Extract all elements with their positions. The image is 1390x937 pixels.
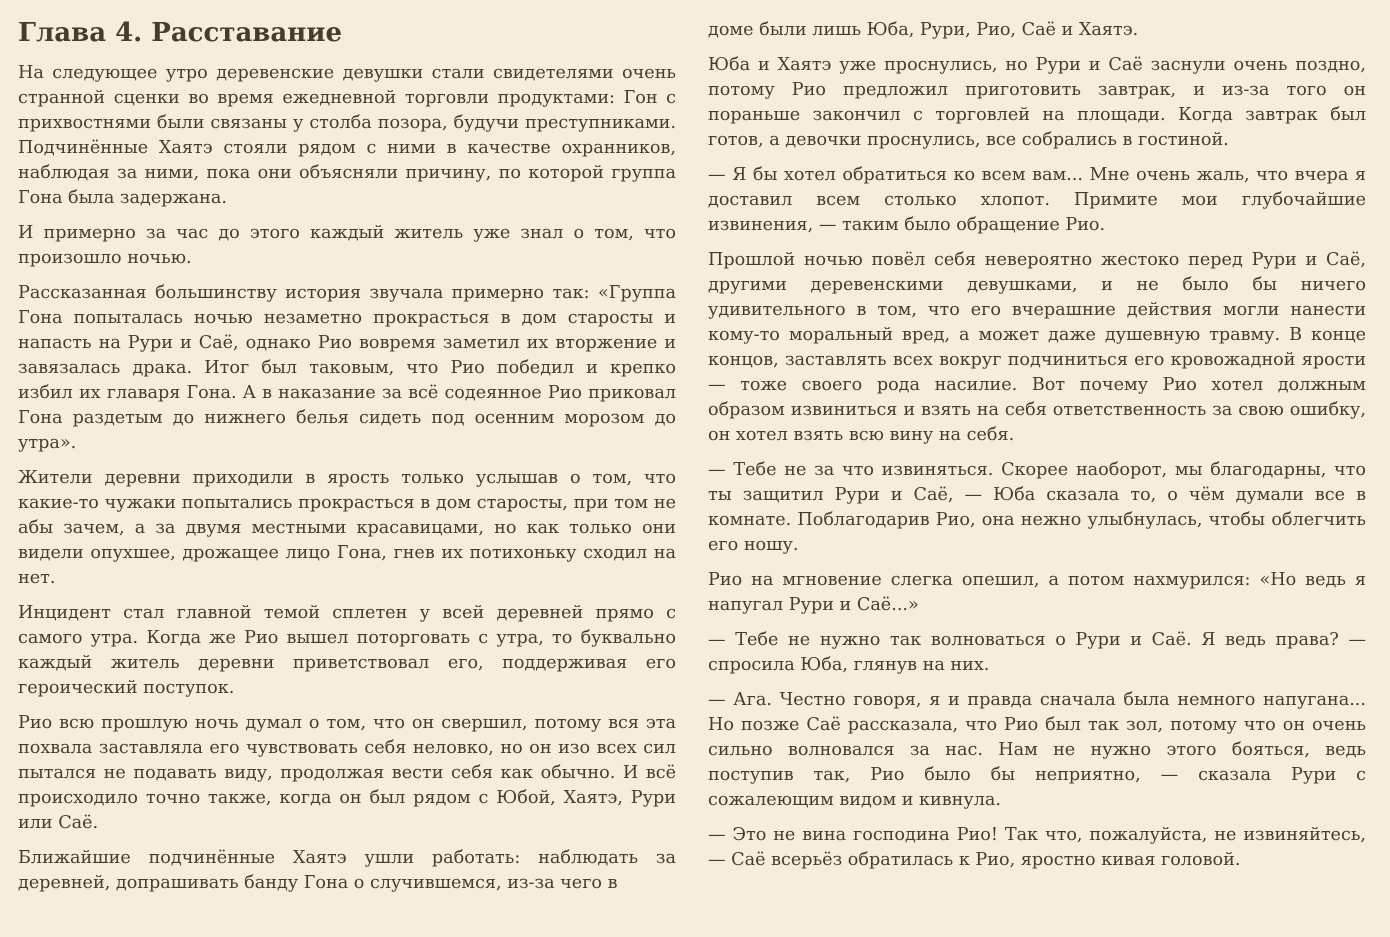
paragraph: доме были лишь Юба, Рури, Рио, Саё и Хаятэ. [708,20,1139,40]
paragraph: Ближайшие подчинённые Хаятэ ушли работать: наблюдать за деревней, допрашивать банду Гона о случившемся, из-за чего в [18,848,676,893]
paragraph: — Я бы хотел обратиться ко всем вам... Мне очень жаль, что вчера я доставил всем столько хлопот. Примите мои глубочайшие извинения, — таким было обращение Рио. [708,165,1366,235]
paragraph: Рио на мгновение слегка опешил, а потом нахмурился: «Но ведь я напугал Рури и Саё...» [708,570,1366,615]
paragraph: Юба и Хаятэ уже проснулись, но Рури и Саё заснули очень поздно, потому Рио предложил приготовить завтрак, и из-за того он пораньше закончил с торговлей на площади. Когда завтрак был готов, а девочки проснулись, все собрались в гостиной. [708,55,1366,150]
paragraph: Рассказанная большинству история звучала примерно так: «Группа Гона попыталась ночью незаметно прокрасться в дом старосты и напасть на Рури и Саё, однако Рио вовремя заметил их вторжение и завязалась драка. Итог был таковым, что Рио победил и крепко избил их главаря Гона. А в наказание за всё содеянное Рио приковал Гона раздетым до нижнего белья сидеть под осенним морозом до утра». [18,283,676,453]
paragraph: Жители деревни приходили в ярость только услышав о том, что какие-то чужаки попытались прокрасться в дом старосты, при том не абы зачем, а за двумя местными красавицами, но как только они видели опухшее, дрожащее лицо Гона, гнев их потихоньку сходил на нет. [18,468,676,588]
paragraph: — Тебе не за что извиняться. Скорее наоборот, мы благодарны, что ты защитил Рури и Саё, — Юба сказала то, о чём думали все в комнате. Поблагодарив Рио, она нежно улыбнулась, чтобы облегчить его ношу. [708,460,1366,555]
chapter-title: Глава 4. Расставание [18,18,343,48]
paragraph: — Ага. Честно говоря, я и правда сначала была немного напугана... Но позже Саё рассказала, что Рио был так зол, потому что он очень сильно волновался за нас. Нам не нужно этого бояться, ведь поступив так, Рио было бы неприятно, — сказала Рури с сожалеющим видом и кивнула. [708,690,1366,810]
paragraph: На следующее утро деревенские девушки стали свидетелями очень странной сценки во время ежедневной торговли продуктами: Гон с прихвостнями были связаны у столба позора, будучи преступниками. Подчинённые Хаятэ стояли рядом с ними в качестве охранников, наблюдая за ними, пока они объясняли причину, по которой группа Гона была задержана. [18,63,676,208]
paragraph: Рио всю прошлую ночь думал о том, что он свершил, потому вся эта похвала заставляла его чувствовать себя неловко, но он изо всех сил пытался не подавать виду, продолжая вести себя как обычно. И всё происходило точно также, когда он был рядом с Юбой, Хаятэ, Рури или Саё. [18,713,676,833]
right-column [708,0,1366,883]
left-column [18,0,676,906]
paragraph: — Тебе не нужно так волноваться о Рури и Саё. Я ведь права? — спросила Юба, глянув на них. [708,630,1366,675]
paragraph: Инцидент стал главной темой сплетен у всей деревней прямо с самого утра. Когда же Рио вышел поторговать с утра, то буквально каждый житель деревни приветствовал его, поддерживая его героический поступок. [18,603,676,698]
paragraph: — Это не вина господина Рио! Так что, пожалуйста, не извиняйтесь, — Саё всерьёз обратилась к Рио, яростно кивая головой. [708,825,1366,870]
paragraph: Прошлой ночью повёл себя невероятно жестоко перед Рури и Саё, другими деревенскими девушками, и не было бы ничего удивительного в том, что его вчерашние действия могли нанести кому-то моральный вред, а может даже душевную травму. В конце концов, заставлять всех вокруг подчиниться его кровожадной ярости — тоже своего рода насилие. Вот почему Рио хотел должным образом извиниться и взять на себя ответственность за свою ошибку, он хотел взять всю вину на себя. [708,250,1366,445]
paragraph: И примерно за час до этого каждый житель уже знал о том, что произошло ночью. [18,223,676,268]
